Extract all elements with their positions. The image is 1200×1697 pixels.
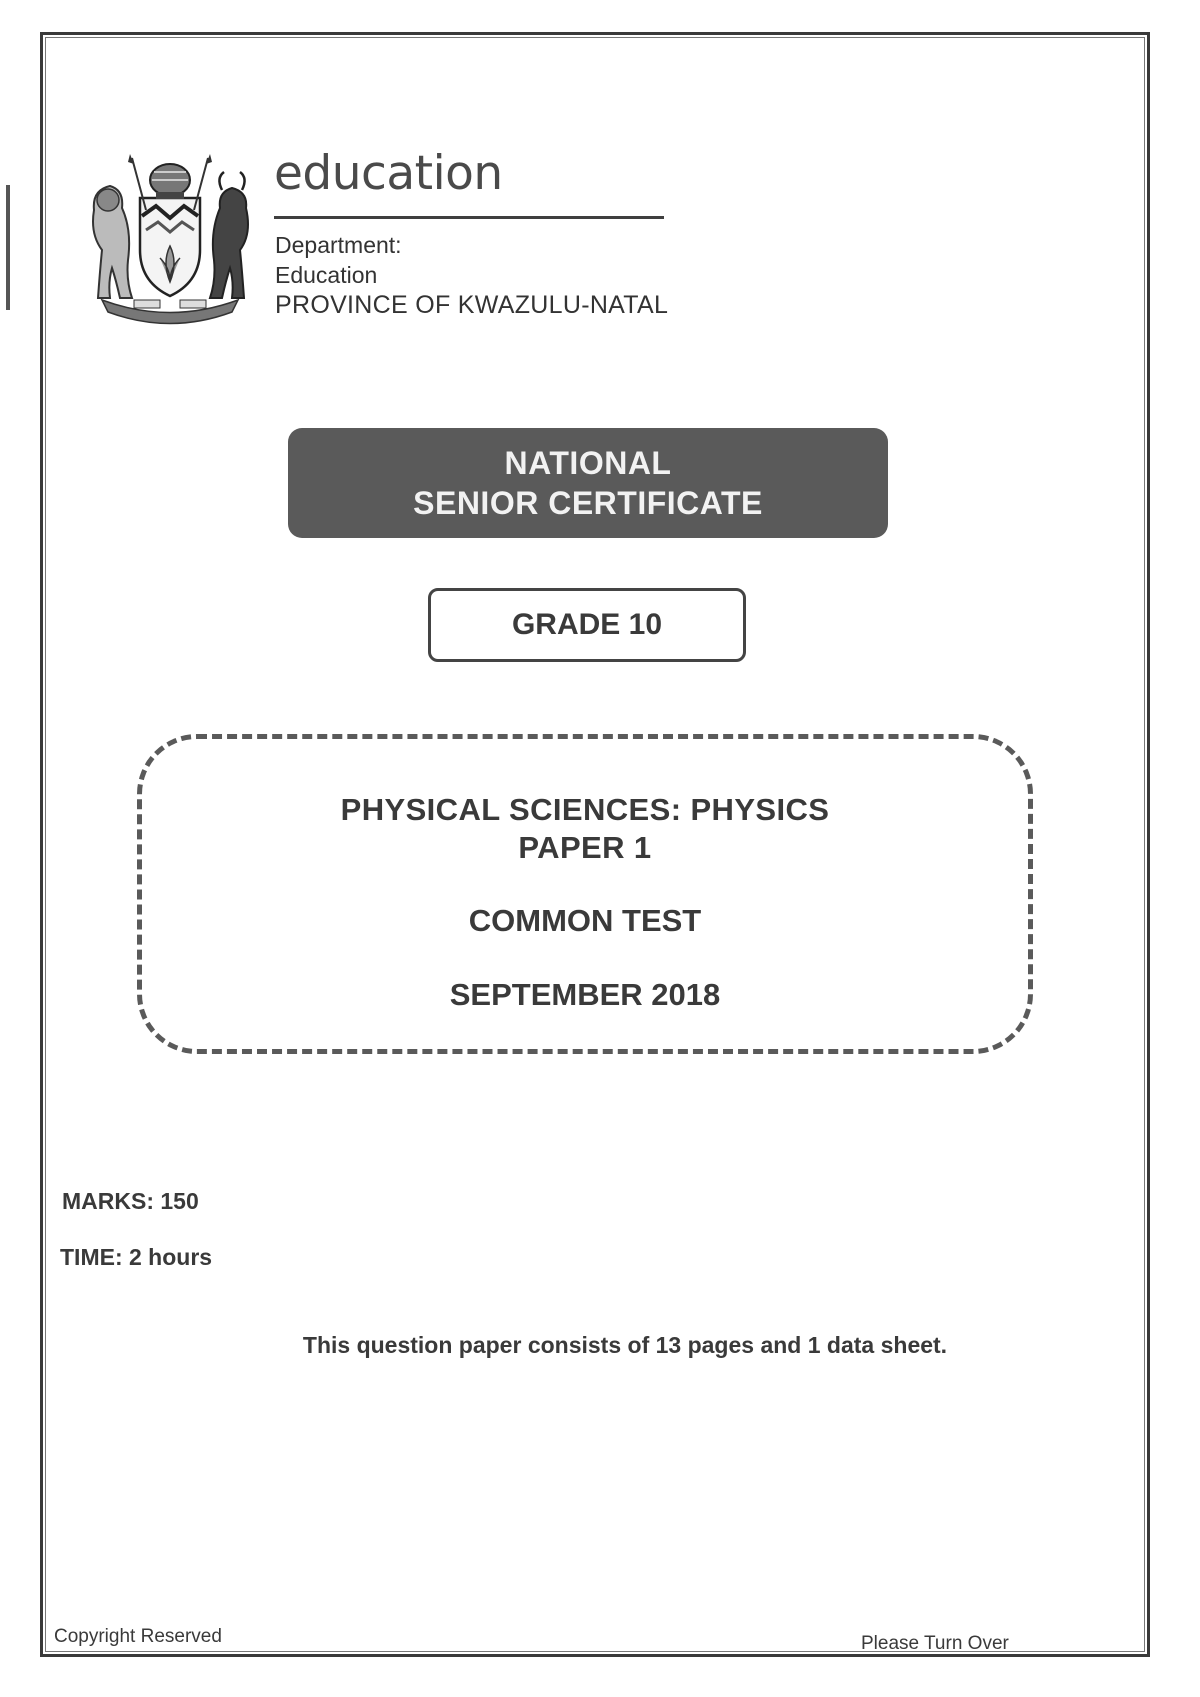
department-label: Department: bbox=[275, 232, 402, 258]
scan-edge-mark bbox=[6, 185, 10, 310]
province-name: PROVINCE OF KWAZULU-NATAL bbox=[275, 291, 669, 319]
subject-block bbox=[142, 791, 1028, 867]
banner-line-1: NATIONAL bbox=[504, 445, 672, 481]
test-type: COMMON TEST bbox=[468, 903, 702, 938]
footer-copyright: Copyright Reserved bbox=[54, 1626, 222, 1647]
certificate-banner bbox=[288, 428, 888, 538]
exam-duration: TIME: 2 hours bbox=[60, 1244, 213, 1270]
department-name: Education bbox=[275, 262, 378, 288]
department-block bbox=[275, 230, 668, 320]
banner-line-2: SENIOR CERTIFICATE bbox=[413, 485, 763, 521]
footer-turn-over: Please Turn Over bbox=[861, 1633, 1009, 1654]
subject-title: PHYSICAL SCIENCES: PHYSICS bbox=[340, 792, 830, 827]
coat-of-arms-icon bbox=[82, 150, 257, 325]
total-marks: MARKS: 150 bbox=[62, 1188, 199, 1214]
paper-title-box bbox=[137, 734, 1033, 1054]
brand-wordmark: education bbox=[274, 146, 503, 201]
exam-date: SEPTEMBER 2018 bbox=[449, 977, 721, 1012]
page-count-note: This question paper consists of 13 pages and 1 data sheet. bbox=[302, 1332, 948, 1358]
grade-label: GRADE 10 bbox=[428, 588, 746, 662]
paper-number: PAPER 1 bbox=[518, 830, 652, 865]
brand-underline bbox=[274, 216, 664, 219]
